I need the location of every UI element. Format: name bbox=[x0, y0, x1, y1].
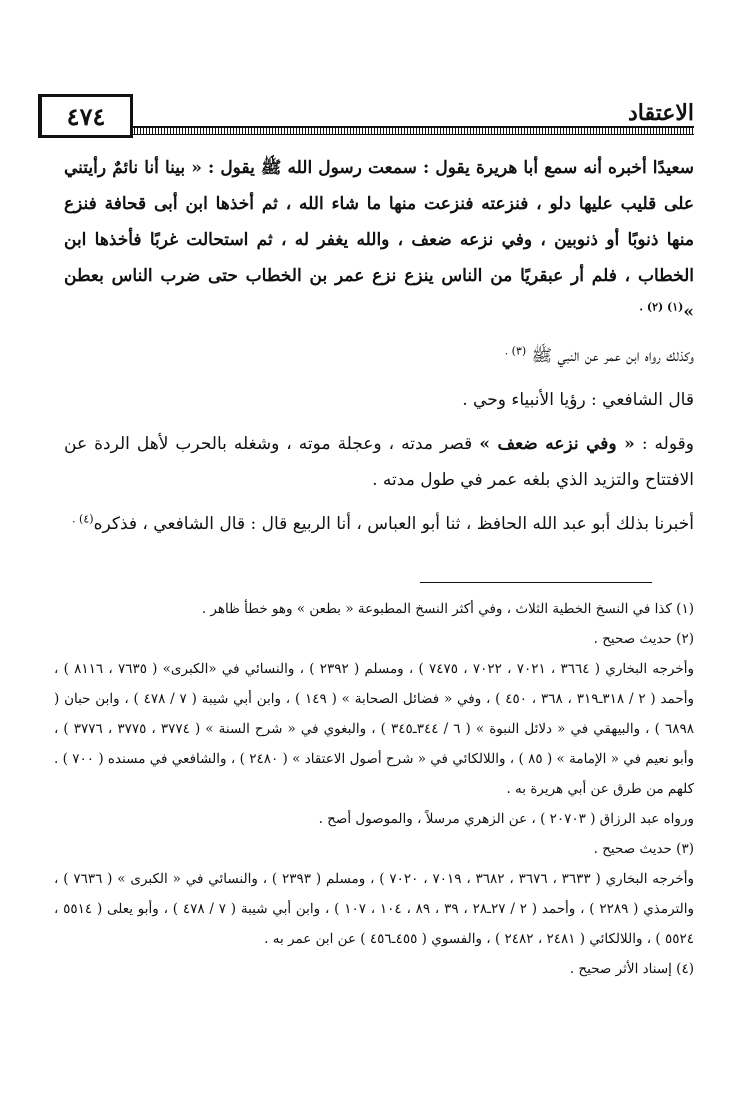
footnote-2-extra: ورواه عبد الرزاق ( ٢٠٧٠٣ ) ، عن الزهري مرسلاً ، والموصول أصح . bbox=[318, 811, 694, 827]
footnote-4: (٤) إسناد الأثر صحيح . bbox=[569, 961, 694, 977]
ibn-umar-paragraph bbox=[64, 338, 694, 374]
ibn-umar-text: وكذلك رواه ابن عمر عن النبي ﷺ bbox=[531, 346, 694, 366]
commentary-quote: « وفي نزعه ضعف » bbox=[479, 434, 635, 454]
footnotes bbox=[54, 594, 694, 984]
hadith-paragraph bbox=[64, 150, 694, 330]
main-text bbox=[64, 150, 694, 542]
footnote-divider bbox=[420, 582, 652, 583]
page-number: ٤٧٤ bbox=[38, 94, 133, 138]
isnad-text: أخبرنا بذلك أبو عبد الله الحافظ ، ثنا أبو العباس ، أنا الربيع قال : قال الشافعي ، فذكره bbox=[93, 514, 694, 534]
footnote-1: (١) كذا في النسخ الخطية الثلاث ، وفي أكثر النسخ المطبوعة « بطعن » وهو خطأ ظاهر . bbox=[201, 601, 694, 617]
isnad-paragraph bbox=[64, 506, 694, 542]
footnote-2-body: وأخرجه البخاري ( ٣٦٦٤ ، ٧٠٢١ ، ٧٠٢٢ ، ٧٤٧٥ ) ، ومسلم ( ٢٣٩٢ ) ، والنسائي في «الكبرى» ( ٧٦٣٥ ، ٨١١٦ ) ، وأحمد ( ٢ / ٣١٨ـ٣١٩ ، ٣٦٨ ، ٤٥٠ ) ، وفي « فضائل الصحابة » ( ١٤٩ ) ، وابن أبي شيبة ( ٧ / ٤٧٨ ) ، وابن حبان ( ٦٨٩٨ ) ، والبيهقي في « دلائل النبوة » ( ٦ / ٣٤٤ـ٣٤٥ ) ، والبغوي في « شرح السنة » ( ٣٧٧٤ ، ٣٧٧٥ ، ٣٧٧٦ ) ، وأبو نعيم في « الإمامة » ( ٨٥ ) ، واللالكائي في « شرح أصول الاعتقاد » ( ٢٤٨٠ ) ، والشافعي في مسنده ( ٧٠٠ ) . كلهم من طرق عن أبي هريرة به . bbox=[54, 661, 695, 797]
footnote-refs: (١) (٢) . bbox=[639, 300, 684, 314]
page-header bbox=[38, 92, 694, 140]
commentary-start: وقوله : bbox=[634, 434, 694, 454]
footnote-2-title: (٢) حديث صحيح . bbox=[593, 631, 694, 647]
commentary-rest: قصر مدته ، وعجلة موته ، وشغله بالحرب لأهل الردة عن الافتتاح والتزيد الذي بلغه عمر في طول مدته . bbox=[64, 434, 694, 490]
commentary-paragraph bbox=[64, 426, 694, 498]
hadith-text: سعيدًا أخبره أنه سمع أبا هريرة يقول : سمعت رسول الله ﷺ يقول : « بينا أنا نائمٌ رأيتني على قليب عليها دلو ، فنزعته فنزعت منها ما شاء الله ، ثم أخذها ابن أبى قحافة فنزع منها ذنوبًا أو ذنوبين ، وفي نزعه ضعف ، والله يغفر له ، ثم استحالت غربًا فأخذها ابن الخطاب ، فلم أر عبقريًا من الناس ينزع نزع عمر بن الخطاب حتى ضرب الناس بعطن » bbox=[64, 158, 694, 322]
running-title: الاعتقاد bbox=[627, 100, 694, 126]
shafii-paragraph: قال الشافعي : رؤيا الأنبياء وحي . bbox=[462, 390, 694, 410]
footnote-3-title: (٣) حديث صحيح . bbox=[593, 841, 694, 857]
footnote-ref: (٤) . bbox=[72, 512, 94, 526]
footnote-ref: (٣) . bbox=[504, 344, 527, 358]
header-rule bbox=[128, 126, 694, 135]
footnote-3-body: وأخرجه البخاري ( ٣٦٣٣ ، ٣٦٧٦ ، ٣٦٨٢ ، ٧٠١٩ ، ٧٠٢٠ ) ، ومسلم ( ٢٣٩٣ ) ، والنسائي في « الكبرى » ( ٧٦٣٦ ) ، والترمذي ( ٢٢٨٩ ) ، وأحمد ( ٢ / ٢٧ـ٢٨ ، ٣٩ ، ٨٩ ، ١٠٤ ، ١٠٧ ) ، وابن أبي شيبة ( ٧ / ٤٧٨ ) ، وأبو يعلى ( ٥٥١٤ ، ٥٥٢٤ ) ، واللالكائي ( ٢٤٨١ ، ٢٤٨٢ ) ، والفسوي ( ٤٥٥ـ٤٥٦ ) عن ابن عمر به . bbox=[54, 871, 694, 947]
